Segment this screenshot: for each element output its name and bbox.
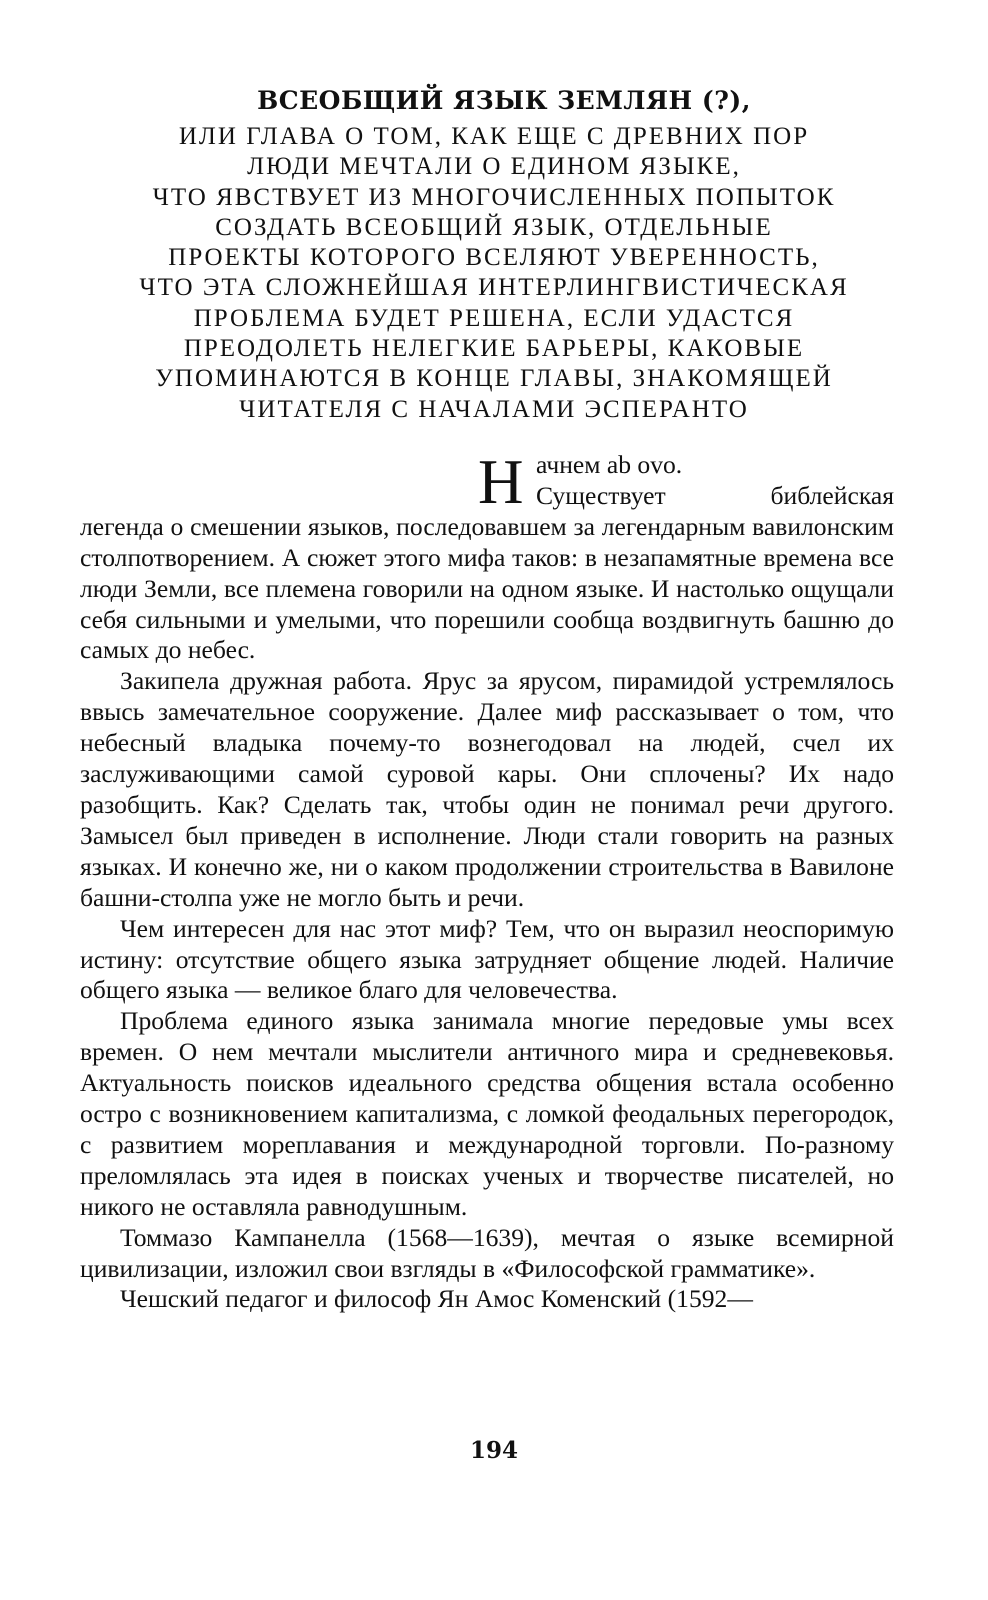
second-line: Существует библейская <box>536 480 894 510</box>
subtitle-line: УПОМИНАЮТСЯ В КОНЦЕ ГЛАВЫ, ЗНАКОМЯЩЕЙ <box>155 365 833 393</box>
paragraph-2: Закипела дружная работа. Ярус за ярусом, пирамидой устремлялось ввысь замечательное сооружение. Далее миф рассказывает о том, что небесный владыка почему-то вознегодовал на людей, счел их заслуживающими самой суровой кары. Они сплочены? Их надо разобщить. Как? Сделать так, чтобы один не понимал речи другого. Замысел был приведен в исполнение. Люди стали говорить на разных языках. И конечно же, ни о каком продолжении строительства в Вавилоне башни-столпа уже не могло быть и речи. <box>80 666 894 912</box>
subtitle-line: ЧИТАТЕЛЯ С НАЧАЛАМИ ЭСПЕРАНТО <box>239 395 749 423</box>
chapter-title: ВСЕОБЩИЙ ЯЗЫК ЗЕМЛЯН (?), <box>257 86 751 115</box>
paragraph-5: Томмазо Кампанелла (1568—1639), мечтая о языке всемирной цивилизации, изложил свои взгляды в «Философской грамматике». <box>80 1222 894 1283</box>
subtitle-line: ПРЕОДОЛЕТЬ НЕЛЕГКИЕ БАРЬЕРЫ, КАКОВЫЕ <box>183 335 805 363</box>
drop-cap: Н <box>478 447 524 517</box>
paragraph-3: Чем интересен для нас этот миф? Тем, что он выразил неоспоримую истину: отсутствие общего языка затрудняет общение людей. Наличие общего языка — великое благо для человечества. <box>80 913 894 1005</box>
subtitle-line: ЛЮДИ МЕЧТАЛИ О ЕДИНОМ ЯЗЫКЕ, <box>247 153 741 181</box>
chapter-heading <box>0 86 988 425</box>
paragraph-1: легенда о смешении языков, последовавшем за легендарным вавилонским столпотворением. А сюжет этого мифа таков: в незапамятные времена все люди Земли, все племена говорили на одном языке. И настолько ощущали себя сильными и умелыми, что порешили сообща воздвигнуть башню до самых до небес. <box>80 511 894 665</box>
subtitle-line: СОЗДАТЬ ВСЕОБЩИЙ ЯЗЫК, ОТДЕЛЬНЫЕ <box>215 213 773 241</box>
page-number: 194 <box>469 1437 518 1464</box>
subtitle-line: ПРОБЛЕМА БУДЕТ РЕШЕНА, ЕСЛИ УДАСТСЯ <box>193 304 795 332</box>
subtitle-line: ИЛИ ГЛАВА О ТОМ, КАК ЕЩЕ С ДРЕВНИХ ПОР <box>178 123 810 150</box>
first-line: ачнем ab ovo. <box>536 450 683 479</box>
subtitle-line: ЧТО ЯВСТВУЕТ ИЗ МНОГОЧИСЛЕННЫХ ПОПЫТОК <box>152 183 836 211</box>
subtitle-line: ПРОЕКТЫ КОТОРОГО ВСЕЛЯЮТ УВЕРЕННОСТЬ, <box>168 244 820 272</box>
paragraph-6: Чешский педагог и философ Ян Амос Коменский (1592— <box>120 1284 753 1314</box>
subtitle-line: ЧТО ЭТА СЛОЖНЕЙШАЯ ИНТЕРЛИНГВИСТИЧЕСКАЯ <box>139 274 849 302</box>
paragraph-4: Проблема единого языка занимала многие передовые умы всех времен. О нем мечтали мыслители античного мира и средневековья. Актуальность поисков идеального средства общения встала особенно остро с возникновением капитализма, с ломкой феодальных перегородок, с развитием мореплавания и международной торговли. По-разному преломлялась эта идея в поисках ученых и творчестве писателей, но никого не оставляла равнодушным. <box>80 1006 894 1221</box>
body-text <box>80 447 894 1315</box>
